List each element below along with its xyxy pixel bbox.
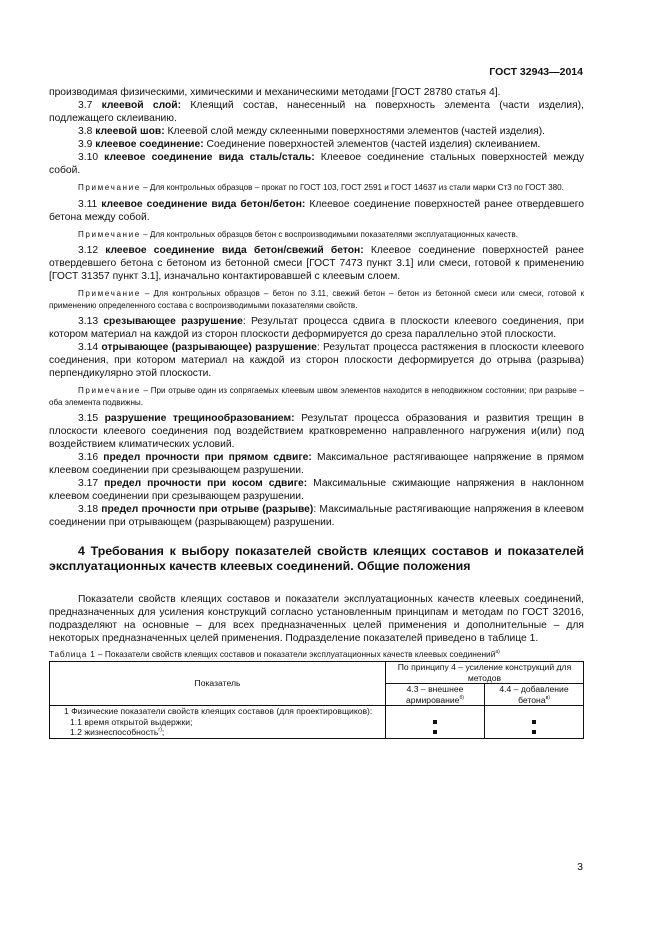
clause-term: клеевой слой:: [101, 100, 182, 111]
clause-text: Результат процесса образования и развития трещин в плоскости клеевого соединения под воздействием кратковременно направленного нагружения и(или) под воздействием климатических условий.: [49, 413, 584, 450]
clause-text: : Максимальные растягивающие напряжения в клеевом соединении при отрывающем (разрывающем) разрушении.: [49, 504, 584, 528]
clause-3-17: [49, 477, 584, 503]
clause-term: клеевое соединение вида бетон/свежий бетон:: [105, 245, 364, 256]
clause-text: Максимальное растягивающее напряжение в прямом клеевом соединении при срезывающем разрушении.: [49, 452, 584, 476]
clause-term: клеевое соединение вида бетон/бетон:: [101, 198, 306, 210]
clause-3-13: [49, 315, 584, 341]
clause-number: 3.13: [78, 316, 104, 327]
clause-text: : Результат процесса растяжения в плоскости клеевого соединения, при котором материал на каждой из сторон плоскости деформируется до отрыва (разрыва) перпендикулярно этой плоскости.: [49, 342, 584, 379]
col-header-4-3-text: 4.3 – внешнее армирование: [406, 684, 464, 705]
table-caption-label: Таблица 1: [49, 649, 96, 659]
table-row: [50, 706, 584, 739]
clause-3-7: [49, 99, 584, 125]
row-1-marks-4-3: [386, 706, 485, 739]
note-label: Примечание: [78, 229, 141, 239]
footnote-ref: в): [545, 694, 550, 701]
table-1: [49, 661, 584, 739]
note-4: [49, 385, 584, 408]
row-1-indicator: [50, 706, 386, 739]
clause-term: клеевой шов:: [95, 126, 165, 137]
document-header: ГОСТ 32943—2014: [489, 66, 583, 78]
footnote-ref: б): [459, 694, 464, 701]
clause-3-8: [49, 125, 584, 138]
note-text: – При отрыве один из сопрягаемых клеевым швом элементов находится в неподвижном состоянии; при разрыве – оба элемента подвижны.: [49, 386, 584, 407]
clause-3-9: [49, 138, 584, 151]
clause-number: 3.11: [78, 198, 102, 210]
clause-3-10: [49, 151, 584, 177]
clause-term: отрывающее (разрывающее) разрушение: [101, 342, 317, 353]
table-1-caption: [49, 649, 584, 660]
col-header-indicator: Показатель: [50, 662, 386, 706]
note-label: Примечание: [78, 289, 141, 298]
footnote-ref: г): [158, 727, 162, 733]
clause-3-11: [49, 198, 584, 224]
row-1-2-text: 1.2 жизнеспособность: [70, 727, 159, 737]
row-1-marks-4-4: [485, 706, 584, 739]
clause-text: Клеевое соединение поверхностей ранее отвердевшего бетона с бетоном из бетонной смеси [ГОСТ 7473 пункт 3.1] или смеси, готовой к применению [ГОСТ 31357 пункт 3.1], изначально контактировавшей с клеевым слоем.: [49, 245, 584, 282]
clause-number: 3.12: [78, 245, 106, 256]
clause-number: 3.10: [78, 152, 105, 163]
clause-text: Клеевое соединение поверхностей ранее отвердевшего бетона между собой.: [49, 198, 584, 223]
table-header-row: [50, 662, 584, 684]
clause-number: 3.14: [78, 342, 102, 353]
col-header-4-4-text: 4.4 – добавление бетона: [499, 684, 569, 705]
clause-text: Клеящий состав, нанесенный на поверхность элемента (части изделия), подлежащего склеиванию.: [49, 100, 584, 124]
col-header-4-4: [485, 684, 584, 706]
note-1: [49, 182, 584, 194]
col-header-group: По принципу 4 – усиление конструкций для методов: [386, 662, 584, 684]
clause-number: 3.9: [78, 139, 96, 150]
note-text: – Для контрольных образцов – прокат по ГОСТ 103, ГОСТ 2591 и ГОСТ 14637 из стали марки Ст3 по ГОСТ 380.: [140, 183, 564, 192]
page-number: 3: [577, 861, 583, 873]
clause-term: клеевое соединение:: [95, 139, 204, 150]
row-1-2: [52, 727, 383, 738]
clause-term: срезывающее разрушение: [103, 316, 243, 327]
clause-text: Клеевой слой между склеенными поверхностями элементов (частей изделия).: [164, 126, 546, 137]
note-text: – Для контрольных образцов – бетон по 3.11, свежий бетон – бетон из бетонной смеси или смеси, готовой к применению определенного состава с воспроизводимыми показателями свойств.: [49, 289, 584, 310]
section-4-heading: 4 Требования к выбору показателей свойств клеящих составов и показателей эксплуатационных качеств клеевых соединений. Общие положения: [49, 544, 584, 573]
clause-term: предел прочности при отрыве (разрыве): [101, 504, 314, 515]
filled-square-icon: [433, 720, 437, 724]
row-1-1: 1.1 время открытой выдержки;: [70, 716, 193, 727]
clause-text: Максимальные сжимающие напряжения в наклонном клеевом соединении при срезывающем разрушении.: [49, 478, 584, 502]
clause-text: Клеевое соединение стальных поверхностей между собой.: [49, 152, 584, 176]
clause-number: 3.16: [78, 452, 104, 463]
row-1-title: 1 Физические показатели свойств клеящих составов (для проектировщиков):: [64, 706, 373, 716]
clause-3-12: [49, 244, 584, 283]
intro-paragraph: производимая физическими, химическими и механическими методами [ГОСТ 28780 статья 4].: [49, 87, 501, 98]
clause-number: 3.15: [78, 413, 105, 424]
row-1-2-tail: ;: [161, 727, 165, 737]
clause-3-14: [49, 341, 584, 380]
note-label: Примечание: [78, 183, 141, 192]
filled-square-icon: [532, 720, 536, 724]
clause-3-15: [49, 412, 584, 451]
clause-term: клеевое соединение вида сталь/сталь:: [104, 152, 315, 163]
section-4-text: Показатели свойств клеящих составов и показатели эксплуатационных качеств клеевых соединений, предназначенных для усиления конструкций согласно установленным принципам и методам по ГОСТ 32016, подразделяют на основные – для всех предназначенных целей применения и дополнительные – для некоторых предназначенных целей применения. Подразделение показателей приведено в таблице 1.: [49, 594, 584, 644]
col-header-4-3: [386, 684, 485, 706]
clause-number: 3.17: [78, 478, 105, 489]
clause-text: Соединение поверхностей элементов (частей изделия) склеиванием.: [203, 139, 541, 150]
clause-term: предел прочности при косом сдвиге:: [104, 478, 308, 489]
filled-square-icon: [532, 730, 536, 734]
note-label: Примечание: [78, 386, 141, 395]
clause-term: разрушение трещинообразованием:: [104, 413, 295, 424]
note-3: [49, 288, 584, 311]
document-body: [49, 86, 584, 739]
filled-square-icon: [433, 730, 437, 734]
table-caption-text: – Показатели свойств клеящих составов и показатели эксплуатационных качеств клеевых соединений: [95, 649, 496, 659]
note-text: – Для контрольных образцов бетон с воспроизводимыми показателями эксплуатационных качеств.: [140, 229, 518, 239]
clause-number: 3.8: [78, 126, 96, 137]
note-2: [49, 229, 584, 241]
clause-number: 3.7: [78, 100, 102, 111]
clause-number: 3.18: [78, 504, 102, 515]
clause-term: предел прочности при прямом сдвиге:: [103, 452, 312, 463]
clause-3-16: [49, 451, 584, 477]
clause-3-18: [49, 503, 584, 529]
footnote-ref: а): [495, 649, 500, 655]
clause-text: : Результат процесса сдвига в плоскости клеевого соединения, при котором материал на каждой из сторон плоскости деформируется до среза параллельно этой плоскости.: [49, 316, 585, 340]
